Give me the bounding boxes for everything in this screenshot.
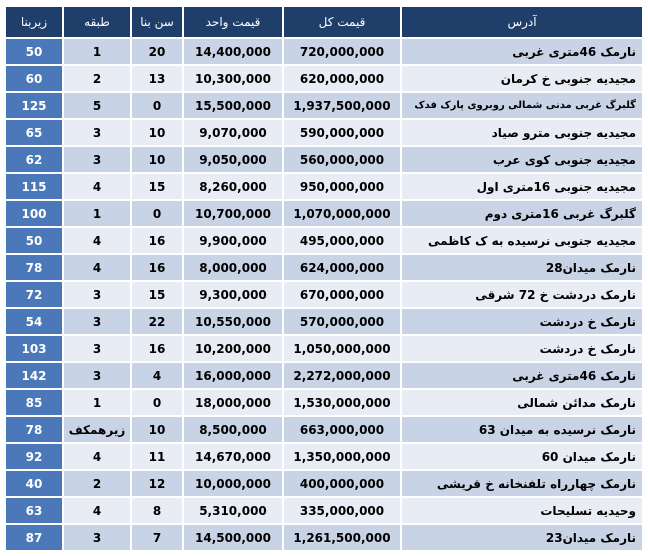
- cell-total-price: 495,000,000: [283, 227, 401, 254]
- header-unit-price: قیمت واحد: [183, 6, 283, 38]
- cell-area: 50: [5, 38, 63, 65]
- cell-address: مجیدیه جنوبی نرسیده به ک کاظمی: [401, 227, 643, 254]
- table-row: [5, 146, 643, 173]
- cell-unit-price: 10,550,000: [183, 308, 283, 335]
- cell-address: وحیدیه تسلیحات: [401, 497, 643, 524]
- cell-floor: 3: [63, 146, 131, 173]
- table-row: [5, 173, 643, 200]
- header-age: سن بنا: [131, 6, 183, 38]
- table-row: [5, 92, 643, 119]
- cell-age: 22: [131, 308, 183, 335]
- cell-total-price: 1,050,000,000: [283, 335, 401, 362]
- cell-unit-price: 10,300,000: [183, 65, 283, 92]
- cell-address: نارمک خ دردشت: [401, 335, 643, 362]
- cell-floor: 3: [63, 335, 131, 362]
- cell-total-price: 570,000,000: [283, 308, 401, 335]
- cell-unit-price: 18,000,000: [183, 389, 283, 416]
- cell-total-price: 335,000,000: [283, 497, 401, 524]
- cell-age: 0: [131, 389, 183, 416]
- header-total-price: قیمت کل: [283, 6, 401, 38]
- cell-floor: زیرهمکف: [63, 416, 131, 443]
- cell-area: 78: [5, 254, 63, 281]
- cell-total-price: 620,000,000: [283, 65, 401, 92]
- table-row: [5, 38, 643, 65]
- cell-area: 60: [5, 65, 63, 92]
- table-row: [5, 119, 643, 146]
- listing-table-container: [5, 6, 643, 551]
- header-floor: طبقه: [63, 6, 131, 38]
- cell-unit-price: 8,000,000: [183, 254, 283, 281]
- cell-age: 16: [131, 227, 183, 254]
- cell-address: گلبرگ غربی 16متری دوم: [401, 200, 643, 227]
- cell-age: 11: [131, 443, 183, 470]
- table-row: [5, 416, 643, 443]
- cell-unit-price: 8,260,000: [183, 173, 283, 200]
- cell-area: 142: [5, 362, 63, 389]
- cell-floor: 4: [63, 497, 131, 524]
- cell-unit-price: 9,900,000: [183, 227, 283, 254]
- cell-address: نارمک دردشت خ 72 شرقی: [401, 281, 643, 308]
- cell-address: مجیدیه جنوبی 16متری اول: [401, 173, 643, 200]
- cell-floor: 1: [63, 200, 131, 227]
- cell-unit-price: 14,670,000: [183, 443, 283, 470]
- cell-total-price: 1,350,000,000: [283, 443, 401, 470]
- cell-area: 50: [5, 227, 63, 254]
- header-area: زیربنا: [5, 6, 63, 38]
- cell-floor: 3: [63, 308, 131, 335]
- cell-area: 92: [5, 443, 63, 470]
- cell-area: 63: [5, 497, 63, 524]
- cell-age: 0: [131, 92, 183, 119]
- cell-total-price: 2,272,000,000: [283, 362, 401, 389]
- table-row: [5, 308, 643, 335]
- cell-floor: 1: [63, 38, 131, 65]
- cell-age: 12: [131, 470, 183, 497]
- cell-area: 54: [5, 308, 63, 335]
- cell-age: 15: [131, 173, 183, 200]
- cell-age: 20: [131, 38, 183, 65]
- cell-age: 7: [131, 524, 183, 551]
- cell-area: 65: [5, 119, 63, 146]
- cell-address: نارمک چهارراه تلفنخانه خ قریشی: [401, 470, 643, 497]
- table-row: [5, 200, 643, 227]
- table-row: [5, 389, 643, 416]
- cell-area: 125: [5, 92, 63, 119]
- cell-floor: 1: [63, 389, 131, 416]
- cell-age: 10: [131, 416, 183, 443]
- cell-area: 40: [5, 470, 63, 497]
- cell-age: 10: [131, 119, 183, 146]
- cell-unit-price: 8,500,000: [183, 416, 283, 443]
- cell-floor: 4: [63, 443, 131, 470]
- cell-total-price: 1,530,000,000: [283, 389, 401, 416]
- cell-address: نارمک مدائن شمالی: [401, 389, 643, 416]
- cell-floor: 4: [63, 173, 131, 200]
- cell-address: نارمک میدان28: [401, 254, 643, 281]
- cell-age: 4: [131, 362, 183, 389]
- cell-unit-price: 10,200,000: [183, 335, 283, 362]
- cell-area: 103: [5, 335, 63, 362]
- cell-unit-price: 9,300,000: [183, 281, 283, 308]
- cell-floor: 4: [63, 254, 131, 281]
- table-row: [5, 362, 643, 389]
- cell-unit-price: 14,500,000: [183, 524, 283, 551]
- cell-area: 62: [5, 146, 63, 173]
- cell-area: 78: [5, 416, 63, 443]
- table-row: [5, 524, 643, 551]
- cell-floor: 3: [63, 281, 131, 308]
- cell-total-price: 1,937,500,000: [283, 92, 401, 119]
- cell-address: مجیدیه جنوبی خ کرمان: [401, 65, 643, 92]
- cell-total-price: 1,070,000,000: [283, 200, 401, 227]
- table-header: [5, 6, 643, 38]
- cell-total-price: 720,000,000: [283, 38, 401, 65]
- cell-total-price: 624,000,000: [283, 254, 401, 281]
- cell-floor: 3: [63, 524, 131, 551]
- cell-area: 85: [5, 389, 63, 416]
- cell-total-price: 950,000,000: [283, 173, 401, 200]
- apartment-price-table: [5, 6, 643, 551]
- cell-unit-price: 10,000,000: [183, 470, 283, 497]
- cell-age: 16: [131, 335, 183, 362]
- cell-address: گلبرگ غربی مدنی شمالی روبروی پارک فدک: [401, 92, 643, 119]
- cell-floor: 2: [63, 65, 131, 92]
- cell-unit-price: 14,400,000: [183, 38, 283, 65]
- cell-floor: 3: [63, 119, 131, 146]
- cell-total-price: 670,000,000: [283, 281, 401, 308]
- cell-address: نارمک میدان23: [401, 524, 643, 551]
- table-row: [5, 335, 643, 362]
- cell-age: 0: [131, 200, 183, 227]
- cell-address: نارمک نرسیده به میدان 63: [401, 416, 643, 443]
- cell-address: مجیدیه جنوبی مترو صیاد: [401, 119, 643, 146]
- cell-address: نارمک 46متری غربی: [401, 38, 643, 65]
- cell-age: 10: [131, 146, 183, 173]
- table-row: [5, 281, 643, 308]
- cell-unit-price: 9,050,000: [183, 146, 283, 173]
- table-body: [5, 38, 643, 551]
- cell-address: نارمک خ دردشت: [401, 308, 643, 335]
- cell-address: مجیدیه جنوبی کوی عرب: [401, 146, 643, 173]
- cell-address: نارمک 46متری غربی: [401, 362, 643, 389]
- table-row: [5, 443, 643, 470]
- cell-total-price: 663,000,000: [283, 416, 401, 443]
- cell-age: 15: [131, 281, 183, 308]
- cell-address: نارمک میدان 60: [401, 443, 643, 470]
- cell-area: 115: [5, 173, 63, 200]
- cell-total-price: 560,000,000: [283, 146, 401, 173]
- cell-total-price: 590,000,000: [283, 119, 401, 146]
- cell-age: 8: [131, 497, 183, 524]
- header-address: آدرس: [401, 6, 643, 38]
- cell-unit-price: 9,070,000: [183, 119, 283, 146]
- cell-area: 87: [5, 524, 63, 551]
- cell-floor: 3: [63, 362, 131, 389]
- table-row: [5, 65, 643, 92]
- table-row: [5, 470, 643, 497]
- cell-total-price: 1,261,500,000: [283, 524, 401, 551]
- table-row: [5, 497, 643, 524]
- cell-floor: 2: [63, 470, 131, 497]
- cell-age: 16: [131, 254, 183, 281]
- cell-area: 100: [5, 200, 63, 227]
- table-row: [5, 227, 643, 254]
- cell-unit-price: 15,500,000: [183, 92, 283, 119]
- cell-unit-price: 16,000,000: [183, 362, 283, 389]
- cell-floor: 4: [63, 227, 131, 254]
- cell-unit-price: 10,700,000: [183, 200, 283, 227]
- cell-floor: 5: [63, 92, 131, 119]
- cell-age: 13: [131, 65, 183, 92]
- table-row: [5, 254, 643, 281]
- cell-total-price: 400,000,000: [283, 470, 401, 497]
- cell-area: 72: [5, 281, 63, 308]
- cell-unit-price: 5,310,000: [183, 497, 283, 524]
